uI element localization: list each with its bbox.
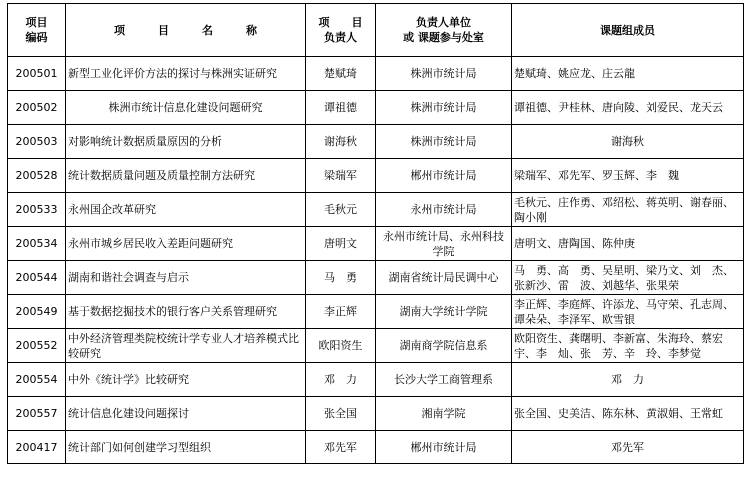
cell-unit: 湘南学院 — [376, 397, 512, 431]
cell-leader: 邓 力 — [306, 363, 376, 397]
cell-code: 200549 — [8, 295, 66, 329]
cell-members: 邓 力 — [512, 363, 744, 397]
cell-members: 毛秋元、庄作勇、邓绍松、蒋英明、谢春丽、陶小刚 — [512, 193, 744, 227]
table-row — [8, 261, 744, 295]
cell-members: 谢海秋 — [512, 125, 744, 159]
cell-members: 欧阳资生、龚曙明、李新富、朱海玲、蔡宏宇、李 灿、张 芳、辛 玲、李梦觉 — [512, 329, 744, 363]
cell-members: 邓先军 — [512, 431, 744, 464]
cell-code: 200534 — [8, 227, 66, 261]
cell-code: 200417 — [8, 431, 66, 464]
cell-unit: 湖南商学院信息系 — [376, 329, 512, 363]
cell-leader: 楚赋琦 — [306, 57, 376, 91]
cell-code: 200552 — [8, 329, 66, 363]
header-members: 课题组成员 — [512, 4, 744, 57]
cell-code: 200544 — [8, 261, 66, 295]
cell-unit: 长沙大学工商管理系 — [376, 363, 512, 397]
cell-project-name: 新型工业化评价方法的探讨与株洲实证研究 — [66, 57, 306, 91]
table-row — [8, 295, 744, 329]
cell-project-name: 对影响统计数据质量原因的分析 — [66, 125, 306, 159]
table-row — [8, 193, 744, 227]
cell-leader: 张全国 — [306, 397, 376, 431]
header-leader-line2: 负责人 — [324, 31, 357, 44]
cell-project-name: 株洲市统计信息化建设问题研究 — [66, 91, 306, 125]
cell-unit: 株洲市统计局 — [376, 57, 512, 91]
cell-leader: 邓先军 — [306, 431, 376, 464]
cell-members: 谭祖德、尹桂林、唐向陵、刘爱民、龙天云 — [512, 91, 744, 125]
table-row — [8, 431, 744, 464]
header-leader-line1: 项 目 — [318, 16, 363, 29]
cell-code: 200501 — [8, 57, 66, 91]
cell-leader: 唐明文 — [306, 227, 376, 261]
cell-members: 李正辉、李庭辉、许添龙、马守荣、孔志周、谭朵朵、李泽军、欧雪银 — [512, 295, 744, 329]
cell-code: 200557 — [8, 397, 66, 431]
cell-project-name: 统计部门如何创建学习型组织 — [66, 431, 306, 464]
header-unit-line2: 或 课题参与处室 — [403, 31, 484, 44]
cell-members: 马 勇、高 勇、吴星明、梁乃文、刘 杰、张新沙、雷 波、刘越华、张果荣 — [512, 261, 744, 295]
cell-project-name: 湖南和谐社会调查与启示 — [66, 261, 306, 295]
cell-unit: 湖南省统计局民调中心 — [376, 261, 512, 295]
cell-project-name: 中外《统计学》比较研究 — [66, 363, 306, 397]
header-name: 项 目 名 称 — [66, 4, 306, 57]
cell-project-name: 统计信息化建设问题探讨 — [66, 397, 306, 431]
cell-leader: 谭祖德 — [306, 91, 376, 125]
header-code-line2: 编码 — [25, 31, 48, 44]
header-unit-line1: 负责人单位 — [416, 16, 471, 29]
table-row — [8, 91, 744, 125]
table-row — [8, 329, 744, 363]
cell-members: 唐明文、唐陶国、陈仲庚 — [512, 227, 744, 261]
table-row — [8, 159, 744, 193]
cell-unit: 永州市统计局 — [376, 193, 512, 227]
cell-leader: 欧阳资生 — [306, 329, 376, 363]
table-row — [8, 57, 744, 91]
header-unit — [376, 4, 512, 57]
header-code-line1: 项目 — [25, 16, 48, 29]
cell-project-name: 基于数据挖掘技术的银行客户关系管理研究 — [66, 295, 306, 329]
cell-leader: 梁瑞军 — [306, 159, 376, 193]
project-table — [7, 3, 744, 464]
cell-unit: 永州市统计局、永州科技学院 — [376, 227, 512, 261]
cell-code: 200502 — [8, 91, 66, 125]
cell-leader: 马 勇 — [306, 261, 376, 295]
cell-project-name: 永州市城乡居民收入差距问题研究 — [66, 227, 306, 261]
table-row — [8, 227, 744, 261]
cell-leader: 李正辉 — [306, 295, 376, 329]
cell-project-name: 中外经济管理类院校统计学专业人才培养模式比较研究 — [66, 329, 306, 363]
cell-project-name: 永州国企改革研究 — [66, 193, 306, 227]
cell-unit: 株洲市统计局 — [376, 91, 512, 125]
table-row — [8, 125, 744, 159]
cell-code: 200554 — [8, 363, 66, 397]
cell-unit: 株洲市统计局 — [376, 125, 512, 159]
cell-leader: 谢海秋 — [306, 125, 376, 159]
table-row — [8, 363, 744, 397]
cell-members: 楚赋琦、姚应龙、庄云龍 — [512, 57, 744, 91]
cell-code: 200503 — [8, 125, 66, 159]
cell-leader: 毛秋元 — [306, 193, 376, 227]
cell-code: 200533 — [8, 193, 66, 227]
header-row — [8, 4, 744, 57]
header-code — [8, 4, 66, 57]
cell-unit: 郴州市统计局 — [376, 159, 512, 193]
cell-unit: 郴州市统计局 — [376, 431, 512, 464]
cell-code: 200528 — [8, 159, 66, 193]
table-row — [8, 397, 744, 431]
cell-project-name: 统计数据质量问题及质量控制方法研究 — [66, 159, 306, 193]
cell-members: 张全国、史美洁、陈东林、黄淑娟、王常虹 — [512, 397, 744, 431]
header-leader — [306, 4, 376, 57]
cell-unit: 湖南大学统计学院 — [376, 295, 512, 329]
cell-members: 梁瑞军、邓先军、罗玉辉、李 魏 — [512, 159, 744, 193]
